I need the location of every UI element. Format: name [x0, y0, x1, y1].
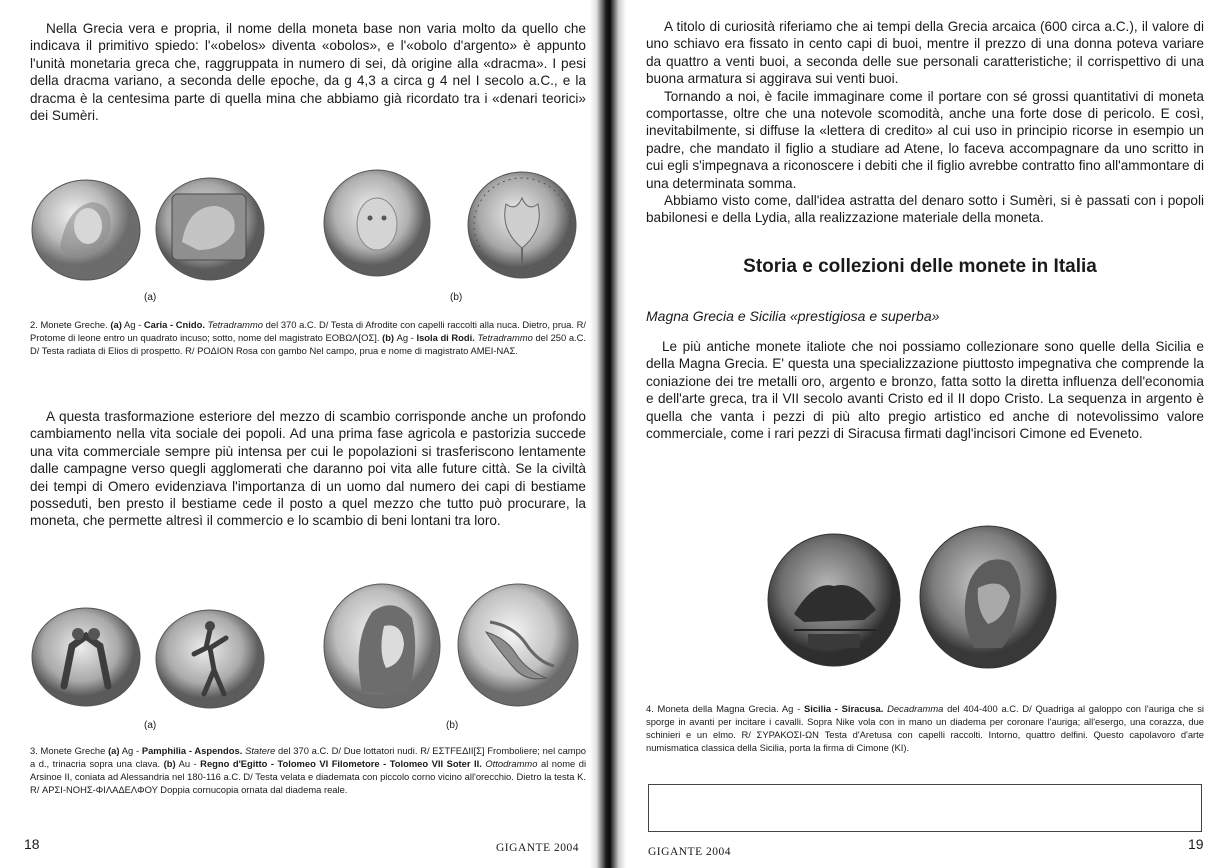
figure3-caption-a-metal: Ag -: [121, 745, 140, 756]
figure2-label-b: (b): [450, 292, 463, 303]
figure3-caption-b-type: Ottodrammo: [485, 758, 538, 769]
coin-syracuse-obverse: [764, 530, 904, 670]
figure3-caption: [30, 744, 586, 796]
figure4-caption-num: 4. Moneta della Magna Grecia.: [646, 703, 779, 714]
figure4-caption-type: Decadramma: [887, 703, 944, 714]
coin-rhodes-obverse: [322, 168, 432, 278]
figure3-caption-b-place: Regno d'Egitto - Tolomeo VI Filometore - Tolomeo VII Soter II.: [200, 758, 482, 769]
figure2-label-a: (a): [144, 292, 157, 303]
figure3-caption-a-place: Pamphilia - Aspendos.: [141, 745, 243, 756]
coin-rhodes-reverse: [466, 170, 578, 280]
figure2-caption-num: 2. Monete Greche.: [30, 319, 108, 330]
figure3-label-b: (b): [446, 720, 459, 731]
figure2-caption-a-metal: Ag -: [124, 319, 142, 330]
figure2-caption-a-place: Caria - Cnido.: [143, 319, 205, 330]
figure3-caption-a-tag: (a): [108, 745, 120, 756]
coin-cnidus-reverse: [154, 176, 266, 282]
figure4-caption-place: Sicilia - Siracusa.: [803, 703, 884, 714]
figure3-caption-a-type: Statere: [245, 745, 276, 756]
section-heading: Storia e collezioni delle monete in Italia: [743, 256, 1097, 277]
coin-aspendos-obverse: [30, 606, 142, 708]
paragraph-curiosity: A titolo di curiosità riferiamo che ai tempi della Grecia arcaica (600 circa a.C.), il valore di uno schiavo era fissato in cento capi di buoi, mentre il prezzo di una donna poteva variare da quattro a venti buoi, a seconda delle sue personali caratteristiche; il corrispettivo di una buona armatura si aggirava sui venti buoi.: [646, 19, 1204, 87]
figure2-caption-b-tag: (b): [382, 332, 395, 343]
paragraph-magna-grecia: Le più antiche monete italiote che noi possiamo collezionare sono quelle della Sicilia e della Magna Grecia. E' questa una specializzazione piuttosto impegnativa che comprende la coniazione dei tre metalli oro, argento e bronzo, fatta sotto la diretta influenza dell'economia e dell'arte greca, tra il VII secolo avanti Cristo ed il II dopo Cristo. La sequenza in argento è quella che vanta i pezzi di più alto pregio artistico ed anche di notevolissimo valore commerciale, come i rari pezzi di Siracusa firmati dagl'incisori Cimone ed Eveneto.: [646, 339, 1204, 442]
coin-arsinoe-reverse: [456, 582, 580, 708]
figure2-caption-b-metal: Ag -: [396, 332, 414, 343]
footer-right: GIGANTE 2004: [648, 846, 731, 858]
figure3-label-a: (a): [144, 720, 157, 731]
coin-syracuse-reverse: [918, 524, 1058, 670]
page-number-right: 19: [1188, 836, 1204, 852]
footer-left: GIGANTE 2004: [496, 842, 579, 854]
figure2-caption-b-type: Tetradrammo: [477, 332, 533, 343]
page-number-left: 18: [24, 836, 40, 852]
figure2-caption: [30, 318, 586, 357]
figure3-caption-num: 3. Monete Greche: [30, 745, 106, 756]
figure4-caption-text: del 404-400 a.C. D/ Quadriga al galoppo con l'auriga che si sporge in avanti per incitare i cavalli. Sopra Nike vola con in mano un diadema per coronare l'auriga; all'esergo, una corazza, due schinieri e un elmo. R/ ΣΥΡΑΚΟΣΙ-ΩΝ Testa d'Aretusa con capelli raccolti. Intorno, quattro delfini. Questo capolavoro d'arte numismatica classica della Sicilia, porta la firma di Cimone (KI).: [646, 703, 1205, 753]
figure3-caption-a-text: del 370 a.C. D/ Due lottatori nudi. R/ ΕΣΤFΕΔΙΙ[Σ] Fromboliere; nel campo a d., trinacria sopra una clava.: [30, 745, 587, 769]
right-page: [622, 0, 1232, 868]
figure4-caption: [646, 702, 1204, 754]
figure4-caption-metal: Ag -: [781, 703, 801, 714]
coin-cnidus-obverse: [30, 178, 142, 282]
figure2-caption-a-tag: (a): [110, 319, 122, 330]
figure2-caption-b-text: del 250 a.C. D/ Testa radiata di Elios di prospetto. R/ ΡΟΔΙΟΝ Rosa con gambo Nel campo, prua e nome di magistrato AMEI-ΝΑΣ.: [30, 332, 587, 356]
figure3-caption-b-text: al nome di Arsinoe II, coniata ad Alessandria nel 180-116 a.C. D/ Testa velata e diademata con piccolo corno vicino all'orecchio. Dietro la testa K. R/ ΑΡΣΙ-ΝΟΗΣ-ΦΙΛΑΔΕΛΦΟΥ Doppia cornucopia ornata dal diadema reale.: [30, 758, 587, 795]
coin-arsinoe-obverse: [322, 582, 442, 710]
figure2-caption-a-type: Tetradrammo: [207, 319, 263, 330]
figure3-caption-b-metal: Au -: [178, 758, 197, 769]
figure3-caption-b-tag: (b): [163, 758, 176, 769]
paragraph-summary: Abbiamo visto come, dall'idea astratta del denaro sotto i Sumèri, si è passati con i popoli babilonesi e della Lydia, alla realizzazione materiale della moneta.: [646, 193, 1204, 226]
intro-paragraph: Nella Grecia vera e propria, il nome della moneta base non varia molto da quello che indicava il primitivo spiedo: l'«obelos» diventa «obolos», e l'«obolo d'argento» è appunto l'unità monetaria greca che, raggruppata in numero di sei, dà origine alla «dracma». I pesi della dracma variano, a seconda delle epoche, da g 4,3 a circa g 4 nel I secolo a.C., e la dracma è la centesima parte di quella mina che abbiamo già ricordato tra i «denari teorici» dei Sumèri.: [30, 21, 586, 124]
section-subheading: Magna Grecia e Sicilia «prestigiosa e superba»: [646, 308, 940, 324]
body-paragraph: A questa trasformazione esteriore del mezzo di scambio corrisponde anche un profondo cambiamento nella vita sociale dei popoli. Ad una prima fase agricola e pastorizia succede una vita commerciale sempre più intensa per cui le popolazioni si trasferiscono lentamente dalle campagne verso quegli agglomerati che daranno poi vita alle future città. Se la civiltà dei tempi di Omero evidenziava l'importanza di un uomo dal numero dei capi di bestiame posseduti, ben presto il bestiame cede il posto a quel mezzo che tutto può procurare, la moneta, che permette altresì il commercio e lo scambio di beni lontani tra loro.: [30, 409, 586, 529]
empty-frame: [648, 784, 1202, 832]
book-gutter: [590, 0, 626, 868]
coin-aspendos-reverse: [154, 608, 266, 710]
right-paragraphs: [646, 18, 1204, 227]
left-page: [0, 0, 596, 868]
paragraph-credit-letter: Tornando a noi, è facile immaginare come il portare con sé grossi quantitativi di moneta comportasse, oltre che una notevole scomodità, anche una forte dose di pericolo. E così, inevitabilmente, si diffuse la «lettera di credito» al cui uso in principio ricorse in esempio un padre, che mandato il figlio a studiare ad Atene, lo faceva accompagnare da uno scritto in cui egli s'impegnava a riconoscere i debiti che il figlio avrebbe contratto fino all'ammontare di una determinata somma.: [646, 88, 1204, 191]
figure2-caption-a-text: del 370 a.C. D/ Testa di Afrodite con capelli raccolti alla nuca. Dietro, prua. R/ Protome di leone entro un quadrato incuso; sotto, nome del magistrato ΕΟΒΩΛ[ΟΣ].: [30, 319, 587, 343]
figure2-caption-b-place: Isola di Rodi.: [416, 332, 475, 343]
